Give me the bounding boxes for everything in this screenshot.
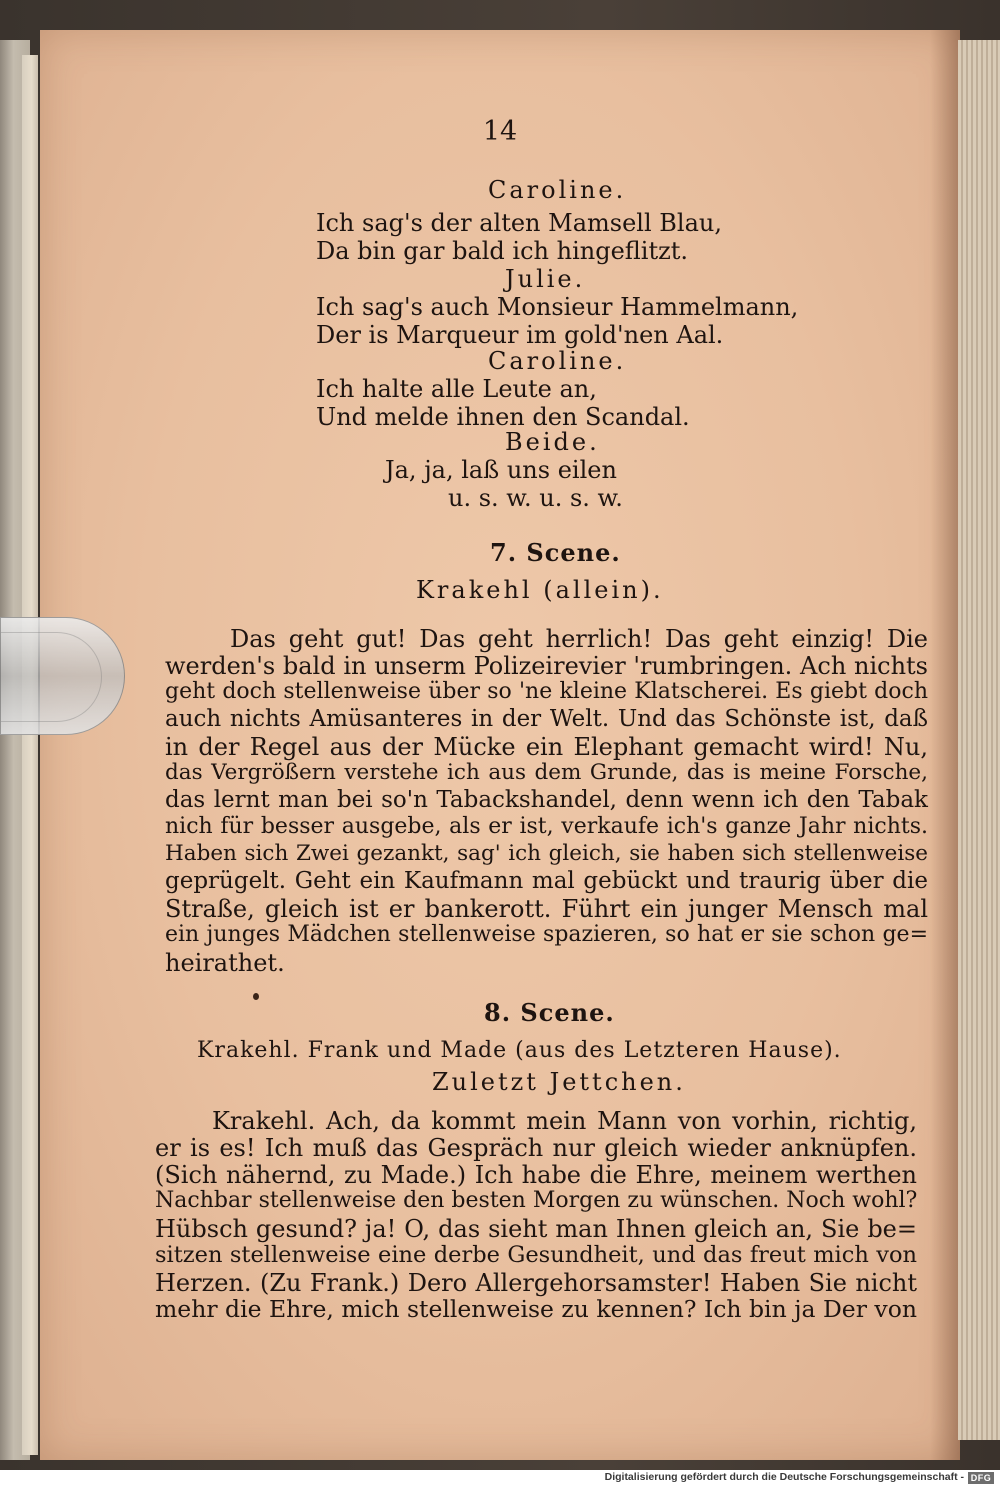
page-number: 14 bbox=[482, 116, 518, 147]
prose-line: Straße, gleich ist er bankerott. Führt ein junger Mensch mal bbox=[165, 895, 928, 923]
prose-line: sitzen stellenweise eine derbe Gesundheit, und das freut mich von bbox=[155, 1242, 917, 1268]
verse-line: Ich halte alle Leute an, bbox=[316, 375, 597, 403]
scene-heading-8: 8. Scene. bbox=[484, 998, 615, 1027]
stage-direction: Krakehl. Frank und Made (aus des Letzteren Hause). bbox=[197, 1038, 842, 1063]
prose-line: werden's bald in unserm Polizeirevier 'rumbringen. Ach nichts bbox=[165, 652, 928, 680]
verse-line: u. s. w. u. s. w. bbox=[448, 484, 623, 512]
funding-credit: Digitalisierung gefördert durch die Deutsche Forschungsgemeinschaft - bbox=[604, 1471, 964, 1483]
dfg-logo: DFG bbox=[968, 1472, 994, 1484]
prose-line: das lernt man bei so'n Tabackshandel, denn wenn ich den Tabak bbox=[165, 787, 928, 813]
prose-line: Herzen. (Zu Frank.) Dero Allergehorsamster! Haben Sie nicht bbox=[155, 1269, 917, 1297]
speaker-julie: Julie. bbox=[505, 265, 586, 293]
stage-direction: Zuletzt Jettchen. bbox=[432, 1068, 686, 1096]
page-gutter-shadow bbox=[930, 30, 960, 1460]
verse-line: Ich sag's auch Monsieur Hammelmann, bbox=[316, 293, 799, 321]
speaker-caroline: Caroline. bbox=[488, 347, 627, 375]
plastic-page-clip bbox=[0, 617, 125, 735]
clip-highlight bbox=[1, 632, 102, 722]
digitization-footer bbox=[0, 1470, 1000, 1487]
prose-line: Haben sich Zwei gezankt, sag' ich gleich, sie haben sich stellenweise bbox=[165, 841, 928, 866]
verse-line: Der is Marqueur im gold'nen Aal. bbox=[316, 321, 724, 349]
prose-line: auch nichts Amüsanteres in der Welt. Und das Schönste ist, daß bbox=[165, 706, 928, 732]
prose-line: nich für besser ausgebe, als er ist, verkaufe ich's ganze Jahr nichts. bbox=[165, 814, 928, 839]
cover-endpaper bbox=[22, 55, 38, 1455]
prose-line: mehr die Ehre, mich stellenweise zu kennen? Ich bin ja Der von bbox=[155, 1295, 917, 1323]
prose-line: heirathet. bbox=[165, 949, 285, 977]
prose-line: in der Regel aus der Mücke ein Elephant gemacht wird! Nu, bbox=[165, 733, 928, 761]
prose-line: Nachbar stellenweise den besten Morgen zu wünschen. Noch wohl? bbox=[155, 1188, 918, 1213]
speaker-caroline: Caroline. bbox=[488, 176, 627, 204]
speaker-beide: Beide. bbox=[505, 428, 600, 456]
prose-line: geht doch stellenweise über so 'ne kleine Klatscherei. Es giebt doch bbox=[165, 679, 928, 704]
prose-line: das Vergrößern verstehe ich aus dem Grunde, das is meine Forsche, bbox=[165, 760, 928, 785]
ink-speck bbox=[253, 993, 259, 1000]
page-stack-edges bbox=[958, 40, 1000, 1440]
prose-line: er is es! Ich muß das Gespräch nur gleich wieder anknüpfen. bbox=[155, 1134, 917, 1162]
prose-line: (Sich nähernd, zu Made.) Ich habe die Ehre, meinem werthen bbox=[155, 1161, 917, 1189]
prose-line: Hübsch gesund? ja! O, das sieht man Ihnen gleich an, Sie be= bbox=[155, 1215, 917, 1243]
stage-direction: Krakehl (allein). bbox=[416, 576, 664, 604]
scene-heading-7: 7. Scene. bbox=[490, 538, 621, 567]
prose-line: Das geht gut! Das geht herrlich! Das geht einzig! Die bbox=[230, 625, 928, 653]
verse-line: Da bin gar bald ich hingeflitzt. bbox=[316, 237, 689, 265]
prose-line: geprügelt. Geht ein Kaufmann mal gebückt und traurig über die bbox=[165, 868, 928, 894]
prose-line: Krakehl. Ach, da kommt mein Mann von vorhin, richtig, bbox=[212, 1107, 917, 1135]
verse-line: Ja, ja, laß uns eilen bbox=[385, 456, 617, 484]
verse-line: Ich sag's der alten Mamsell Blau, bbox=[316, 209, 722, 237]
verse-line: Und melde ihnen den Scandal. bbox=[316, 403, 690, 431]
prose-line: ein junges Mädchen stellenweise spazieren, so hat er sie schon ge= bbox=[165, 922, 928, 947]
